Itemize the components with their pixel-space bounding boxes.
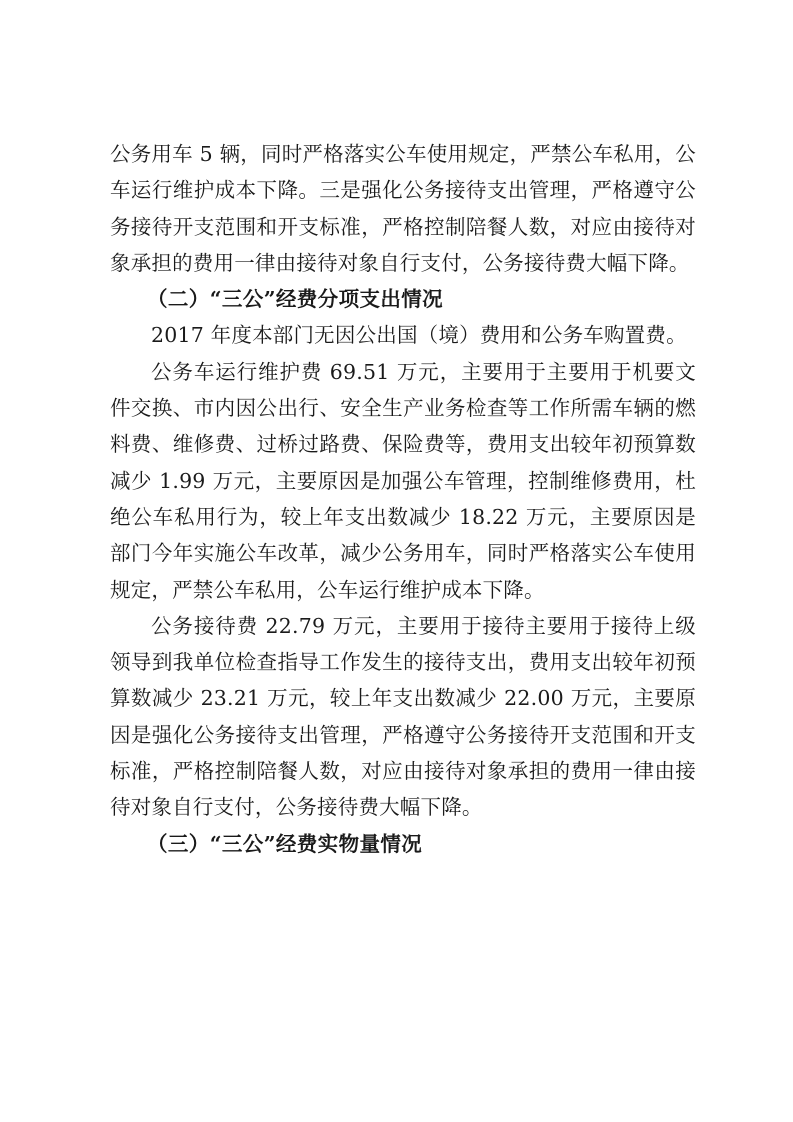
section-heading-2: （二）“三公”经费分项支出情况: [147, 287, 444, 312]
section-heading-3: （三）“三公”经费实物量情况: [147, 831, 423, 856]
paragraph-reception-costs: 公务接待费 22.79 万元，主要用于接待主要用于接待上级领导到我单位检查指导工作发生的接待支出，费用支出较年初预算数减少 23.21 万元，较上年支出数减少 22.00 万元，主要原因是强化公务接待支出管理，严格遵守公务接待开支范围和开支标准，严格控制陪餐人数，对应由接待对象承担的费用一律由接待对象自行支付，公务接待费大幅下降。: [110, 613, 696, 820]
paragraph-no-overseas-costs: 2017 年度本部门无因公出国（境）费用和公务车购置费。: [151, 323, 687, 348]
paragraph-continued: 公务用车 5 辆，同时严格落实公车使用规定，严禁公车私用，公车运行维护成本下降。三是强化公务接待支出管理，严格遵守公务接待开支范围和开支标准，严格控制陪餐人数，对应由接待对象承担的费用一律由接待对象自行支付，公务接待费大幅下降。: [110, 142, 696, 275]
paragraph-vehicle-maintenance: 公务车运行维护费 69.51 万元，主要用于主要用于机要文件交换、市内因公出行、安全生产业务检查等工作所需车辆的燃料费、维修费、过桥过路费、保险费等，费用支出较年初预算数减少 1.99 万元，主要原因是加强公车管理，控制维修费用，杜绝公车私用行为，较上年支出数减少 18.22 万元，主要原因是部门今年实施公车改革，减少公务用车，同时严格落实公车使用规定，严禁公车私用，公车运行维护成本下降。: [110, 359, 696, 602]
document-body: [110, 136, 696, 862]
